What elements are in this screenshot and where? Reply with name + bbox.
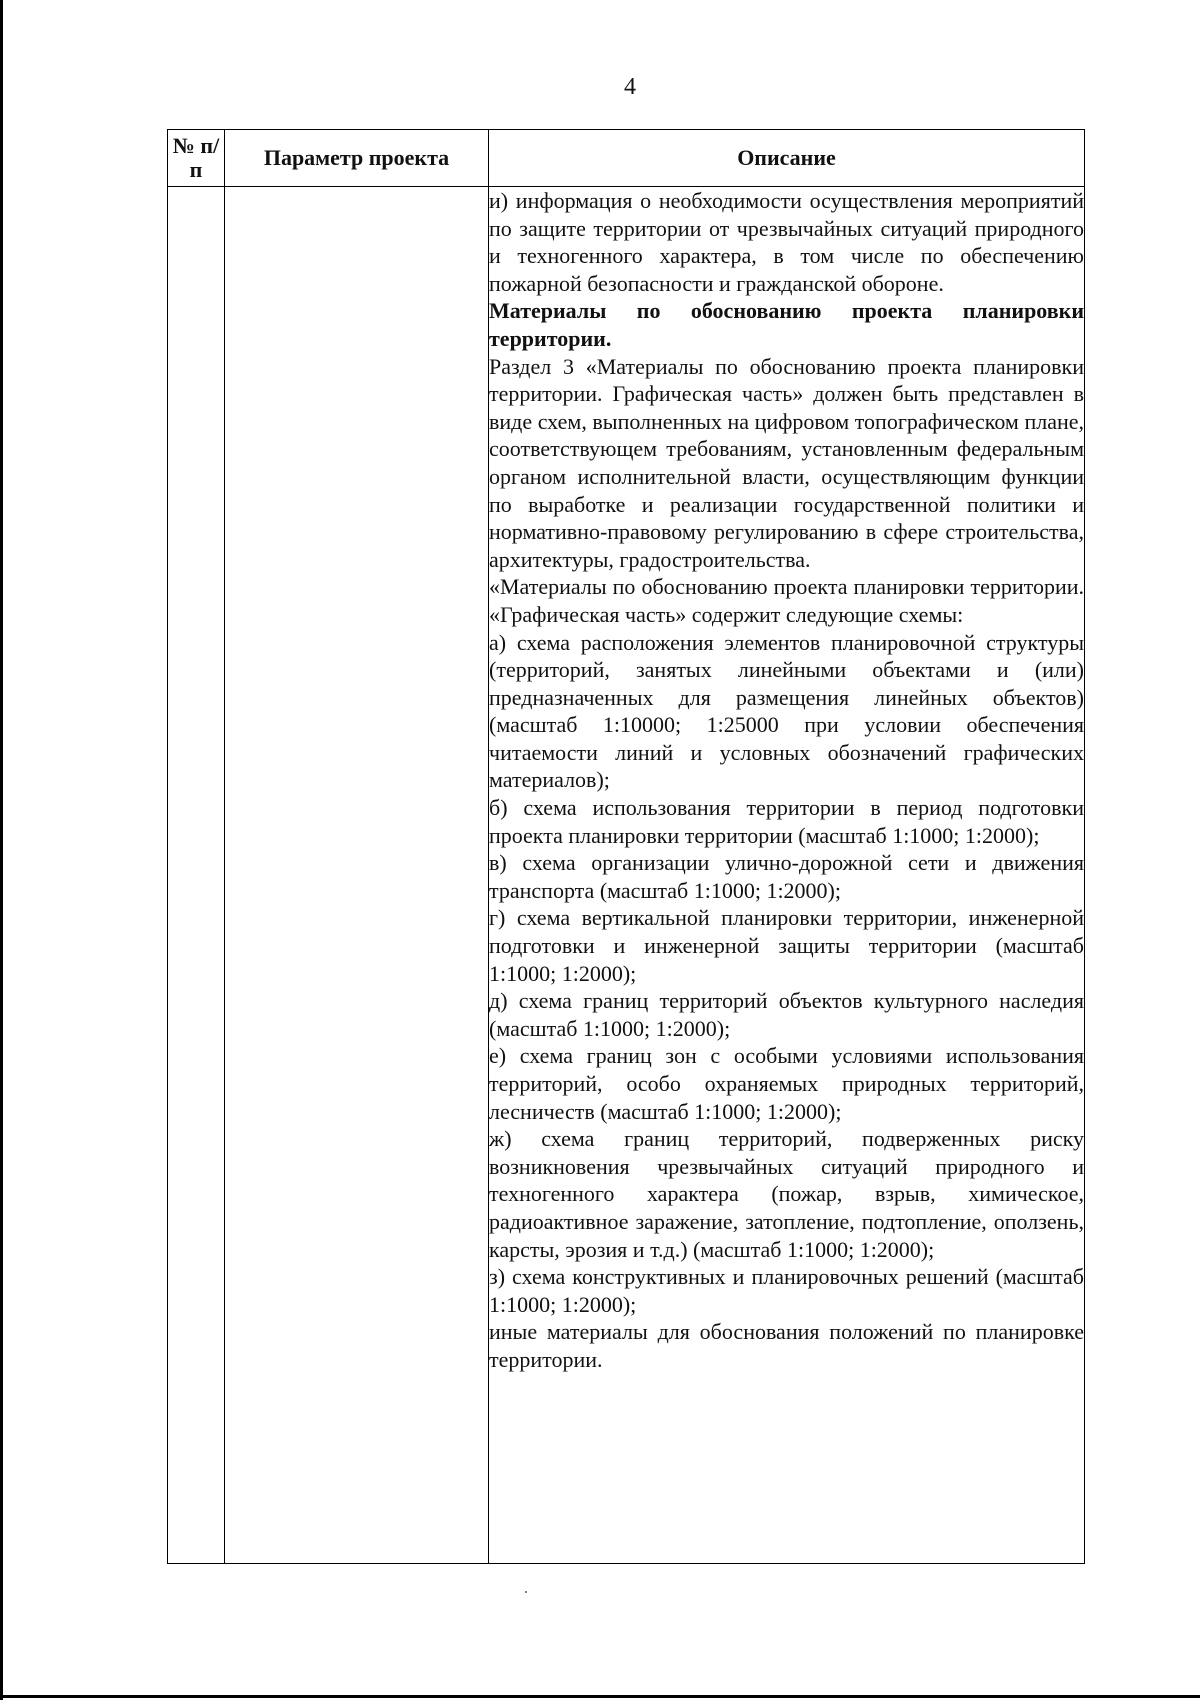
cell-parameter — [225, 187, 489, 1564]
project-parameters-table — [167, 129, 1085, 1564]
description-paragraph: в) схема организации улично-дорожной сети и движения транспорта (масштаб 1:1000; 1:2000); — [489, 850, 1084, 903]
description-paragraph: а) схема расположения элементов планировочной структуры (территорий, занятых линейными объектами и (или) предназначенных для размещения линейных объектов) (масштаб 1:10000; 1:25000 при условии обеспечения читаемости линий и условных обозначений графических материалов); — [489, 629, 1084, 793]
description-paragraphs — [489, 187, 1084, 1374]
cell-description — [489, 187, 1085, 1564]
table-row — [168, 187, 1085, 1564]
scan-edge-left — [0, 0, 3, 1700]
header-description: Описание — [489, 130, 1085, 187]
cell-number — [168, 187, 225, 1564]
description-paragraph: д) схема границ территорий объектов культурного наследия (масштаб 1:1000; 1:2000); — [489, 988, 1084, 1041]
header-number: № п/п — [168, 130, 225, 187]
description-paragraph: е) схема границ зон с особыми условиями использования территорий, особо охраняемых природных территорий, лесничеств (масштаб 1:1000; 1:2000); — [489, 1043, 1084, 1124]
description-paragraph: иные материалы для обоснования положений по планировке территории. — [489, 1319, 1084, 1372]
description-paragraph: и) информация о необходимости осуществления мероприятий по защите территории от чрезвычайных ситуаций природного и техногенного характера, в том числе по обеспечению пожарной безопасности и гражданской обороне. — [489, 188, 1084, 296]
scan-artifact-dot — [525, 1591, 527, 1593]
section-heading: Материалы по обоснованию проекта планировки территории. — [489, 298, 1084, 351]
description-paragraph: б) схема использования территории в период подготовки проекта планировки территории (масштаб 1:1000; 1:2000); — [489, 795, 1084, 848]
description-paragraph: Раздел 3 «Материалы по обоснованию проекта планировки территории. Графическая часть» должен быть представлен в виде схем, выполненных на цифровом топографическом плане, соответствующем требованиям, установленным федеральным органом исполнительной власти, осуществляющим функции по выработке и реализации государственной политики и нормативно-правовому регулированию в сфере строительства, архитектуры, градостроительства. — [489, 353, 1084, 572]
description-paragraph: «Материалы по обоснованию проекта планировки территории. «Графическая часть» содержит следующие схемы: — [489, 574, 1084, 627]
description-paragraph: ж) схема границ территорий, подверженных риску возникновения чрезвычайных ситуаций природного и техногенного характера (пожар, взрыв, химическое, радиоактивное заражение, затопление, подтопление, оползень, карсты, эрозия и т.д.) (масштаб 1:1000; 1:2000); — [489, 1126, 1084, 1262]
table-header-row — [168, 130, 1085, 187]
page-number: 4 — [624, 74, 636, 100]
header-parameter: Параметр проекта — [225, 130, 489, 187]
description-paragraph: з) схема конструктивных и планировочных решений (масштаб 1:1000; 1:2000); — [489, 1264, 1084, 1317]
scan-edge-bottom — [0, 1695, 1200, 1698]
description-paragraph: г) схема вертикальной планировки территории, инженерной подготовки и инженерной защиты территории (масштаб 1:1000; 1:2000); — [489, 905, 1084, 986]
